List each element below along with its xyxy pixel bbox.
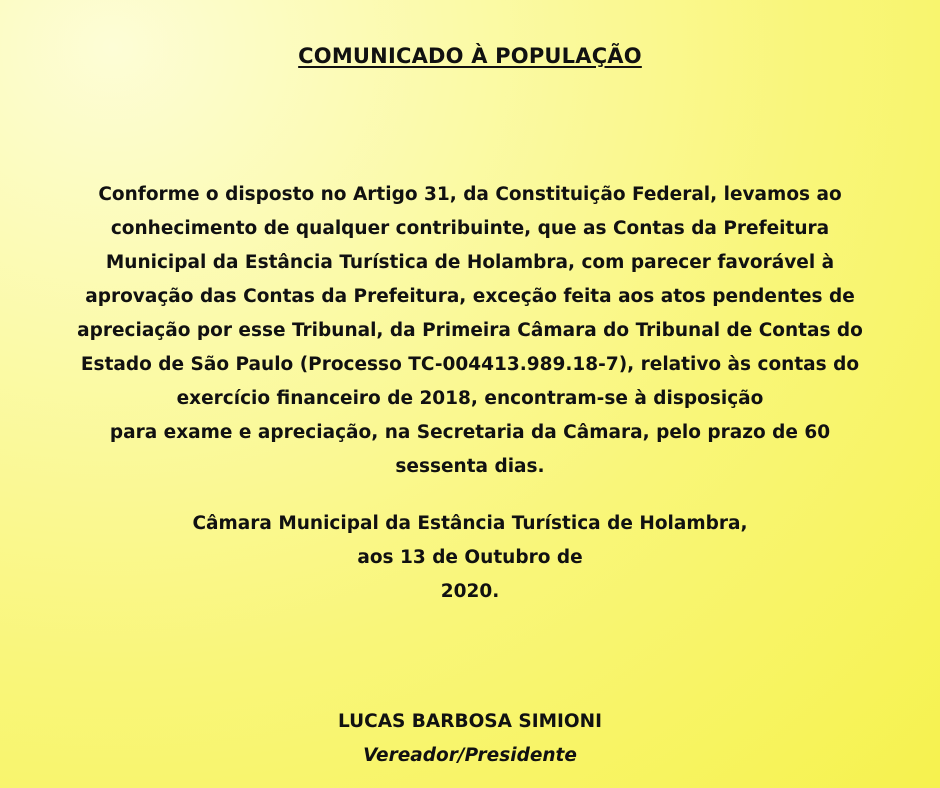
notice-body [0,178,940,484]
body-line: apreciação por esse Tribunal, da Primeira Câmara do Tribunal de Contas do [77,320,863,341]
closing-block [0,507,940,609]
body-line: exercício financeiro de 2018, encontram-se à disposição [176,388,764,409]
notice-title: COMUNICADO À POPULAÇÃO [298,44,642,68]
body-line: Estado de São Paulo (Processo TC-004413.989.18-7), relativo às contas do [80,354,860,375]
signatory-name: LUCAS BARBOSA SIMIONI [338,711,602,732]
signature-block [0,705,940,773]
body-line: para exame e apreciação, na Secretaria da Câmara, pelo prazo de 60 [109,422,831,443]
closing-line: Câmara Municipal da Estância Turística de Holambra, [192,513,748,534]
closing-line: aos 13 de Outubro de [357,547,583,568]
body-line: aprovação das Contas da Prefeitura, exceção feita aos atos pendentes de [85,286,855,307]
body-line: conhecimento de qualquer contribuinte, que as Contas da Prefeitura [110,218,830,239]
body-line: Municipal da Estância Turística de Holambra, com parecer favorável à [105,252,835,273]
body-line: Conforme o disposto no Artigo 31, da Constituição Federal, levamos ao [98,184,842,205]
closing-line: 2020. [440,581,500,602]
signatory-role: Vereador/Presidente [363,745,577,766]
body-line: sessenta dias. [395,456,545,477]
